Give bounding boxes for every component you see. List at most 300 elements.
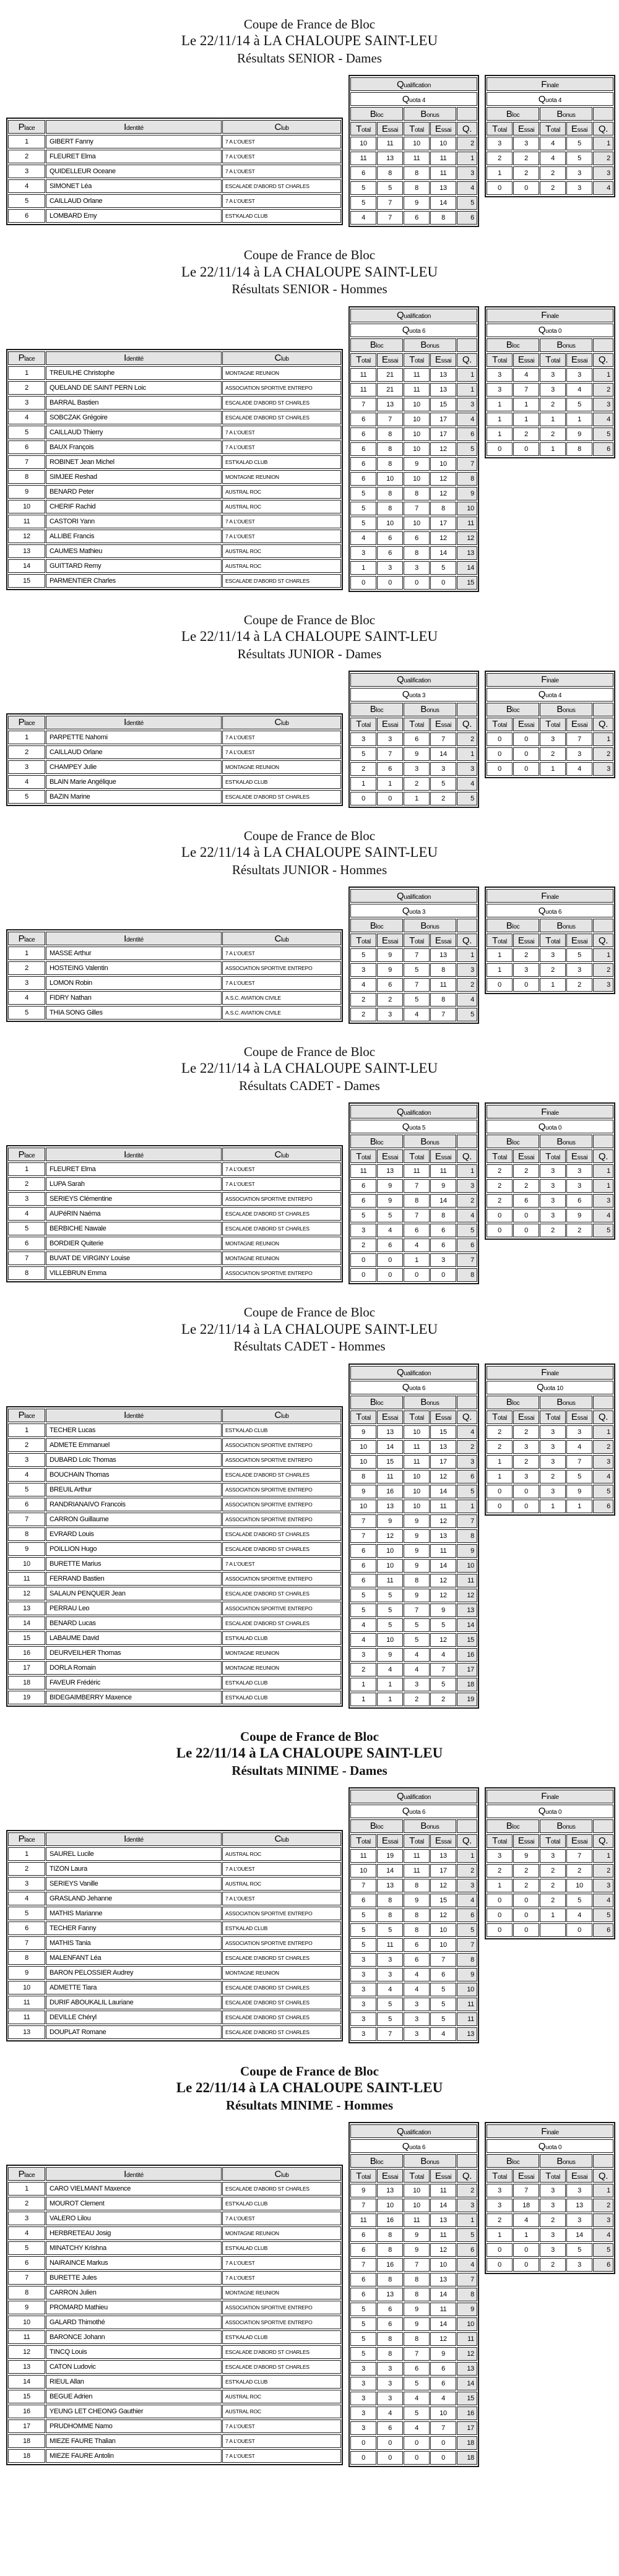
score-cell: 0 [487, 747, 513, 761]
qualification-row [350, 1455, 477, 1469]
score-cell: 16 [377, 2258, 403, 2272]
score-cell: 8 [377, 2273, 403, 2286]
score-cell: 1 [377, 1678, 403, 1691]
score-cell: 2 [513, 1455, 539, 1469]
club-cell: ASSOCIATION SPORTIVE ENTREPO [222, 1936, 341, 1950]
qualified-rank-cell: 12 [457, 1589, 477, 1602]
table-row [8, 2286, 341, 2299]
qualification-quota-row [350, 1120, 477, 1133]
score-cell: 1 [350, 561, 376, 575]
place-cell: 4 [8, 991, 45, 1005]
bloc-essai-header: Essai [377, 1410, 403, 1424]
qualified-rank-cell: 4 [457, 1425, 477, 1439]
rank-header: Q. [593, 1834, 613, 1848]
qualification-row [350, 777, 477, 791]
bloc-essai-header: Essai [513, 1834, 539, 1848]
finale-quota: Quota 0 [487, 2139, 613, 2153]
bonus-essai-header: Essai [430, 353, 456, 367]
qualified-rank-cell: 11 [457, 1574, 477, 1587]
identity-cell: BURETTE Jules [46, 2271, 222, 2285]
qualification-quota-row [350, 1805, 477, 1818]
place-cell: 5 [8, 2241, 45, 2255]
bloc-header: Bloc [350, 107, 403, 121]
tables-row [0, 1779, 619, 2047]
club-cell: ASSOCIATION SPORTIVE ENTREPO [222, 1192, 341, 1206]
qualified-rank-cell: 3 [457, 963, 477, 977]
table-row [8, 1438, 341, 1452]
identity-cell: GRASLAND Jehanne [46, 1892, 222, 1905]
bonus-header: Bonus [404, 1396, 456, 1409]
club-cell: 7 A L'OUEST [222, 745, 341, 759]
bonus-essai-header: Essai [430, 1149, 456, 1163]
score-cell: 11 [377, 137, 403, 150]
table-row [8, 1483, 341, 1496]
place-cell: 7 [8, 1513, 45, 1526]
event-date-location: Le 22/11/14 à LA CHALOUPE SAINT-LEU [181, 33, 438, 49]
score-cell: 8 [404, 2332, 430, 2346]
qualification-row [350, 1179, 477, 1193]
score-cell: 2 [540, 427, 566, 441]
table-row [8, 150, 341, 163]
qualified-rank-cell: 5 [457, 442, 477, 456]
score-cell: 3 [487, 2184, 513, 2197]
finale-quota-row [487, 2139, 613, 2153]
score-cell: 6 [566, 1194, 592, 1208]
place-cell: 12 [8, 530, 45, 543]
empty-header-cell [457, 107, 477, 121]
score-cell: 11 [430, 2228, 456, 2242]
score-cell: 5 [404, 2406, 430, 2420]
score-cell: 0 [487, 732, 513, 746]
qualification-row [350, 978, 477, 992]
qualification-quota-row [350, 324, 477, 337]
qualification-table [348, 75, 479, 227]
rank-header: Q. [593, 353, 613, 367]
score-cell: 5 [350, 1209, 376, 1222]
bloc-bonus-row [350, 2154, 477, 2168]
score-cell: 0 [404, 2436, 430, 2450]
club-cell: MONTAGNE REUNION [222, 2286, 341, 2299]
score-cell: 2 [350, 762, 376, 776]
score-cell: 15 [430, 1425, 456, 1439]
results-section [0, 2047, 619, 2471]
identity-cell: ROBINET Jean Michel [46, 455, 222, 469]
club-cell: EST'KALAD CLUB [222, 2375, 341, 2389]
score-cell: 14 [430, 1485, 456, 1498]
club-cell: ESCALADE D'ABORD ST CHARLES [222, 1981, 341, 1994]
bonus-essai-header: Essai [430, 718, 456, 731]
score-cell: 2 [513, 1879, 539, 1892]
score-cell: 10 [404, 2184, 430, 2197]
score-cell: 4 [566, 383, 592, 397]
score-cell: 0 [513, 762, 539, 776]
table-row [8, 209, 341, 223]
place-header: Place [8, 1409, 45, 1422]
score-cell: 5 [350, 517, 376, 530]
score-cell: 3 [377, 561, 403, 575]
score-cell: 4 [430, 1648, 456, 1662]
qualified-rank-cell: 5 [457, 2228, 477, 2242]
score-cell: 1 [487, 166, 513, 180]
results-section [0, 812, 619, 1028]
qualification-row [350, 1500, 477, 1513]
score-cell: 1 [487, 413, 513, 426]
bloc-bonus-row [350, 1396, 477, 1409]
table-row [8, 411, 341, 424]
score-cell: 9 [404, 196, 430, 210]
score-cell: 10 [430, 137, 456, 150]
club-cell: ASSOCIATION SPORTIVE ENTREPO [222, 1572, 341, 1586]
qualification-row [350, 1604, 477, 1617]
score-cell: 11 [404, 152, 430, 165]
table-row [8, 1892, 341, 1905]
finale-row [487, 181, 613, 195]
table-row [8, 2011, 341, 2024]
score-cell: 10 [404, 442, 430, 456]
score-cell: 3 [350, 2392, 376, 2405]
qualification-row [350, 152, 477, 165]
score-cell: 5 [377, 2012, 403, 2026]
identity-cell: BARON PELOSSIER Audrey [46, 1966, 222, 1980]
score-cell: 10 [404, 413, 430, 426]
score-cell: 21 [377, 383, 403, 397]
club-cell: EST'KALAD CLUB [222, 1921, 341, 1935]
score-cell: 3 [566, 963, 592, 977]
place-cell: 15 [8, 2390, 45, 2403]
place-cell: 5 [8, 1222, 45, 1235]
place-cell: 3 [8, 2212, 45, 2225]
place-cell: 12 [8, 1587, 45, 1600]
identity-cell: DORLA Romain [46, 1661, 222, 1675]
score-cell: 5 [430, 1983, 456, 1996]
bonus-essai-header: Essai [566, 934, 592, 947]
place-cell: 11 [8, 1572, 45, 1586]
score-cell: 6 [350, 2288, 376, 2301]
score-cell: 11 [430, 978, 456, 992]
score-cell: 8 [377, 427, 403, 441]
club-header: Club [222, 1409, 341, 1422]
identity-cell: CATON Ludovic [46, 2360, 222, 2374]
score-cell: 9 [430, 1179, 456, 1193]
score-cell: 5 [350, 1604, 376, 1617]
table-row [8, 1951, 341, 1965]
bonus-header: Bonus [540, 2154, 592, 2168]
qualification-band-row [350, 309, 477, 322]
table-row [8, 1661, 341, 1675]
qualification-table [348, 1363, 479, 1709]
qualification-row [350, 1908, 477, 1922]
qualification-row [350, 2377, 477, 2390]
qualified-rank-cell: 4 [457, 1894, 477, 1907]
club-cell: 7 A L'OUEST [222, 515, 341, 528]
table-row [8, 775, 341, 789]
qualified-rank-cell: 16 [457, 1648, 477, 1662]
score-cell: 8 [377, 2332, 403, 2346]
score-cell: 8 [404, 1879, 430, 1892]
qualified-rank-cell: 6 [457, 2243, 477, 2257]
qualification-band-row [350, 673, 477, 687]
competitors-header-row [8, 932, 341, 945]
bonus-total-header: Total [404, 1410, 430, 1424]
score-cell: 10 [377, 472, 403, 486]
bloc-bonus-row [350, 338, 477, 352]
event-title: Coupe de France de Bloc [243, 1044, 376, 1059]
table-row [8, 559, 341, 573]
event-date-location: Le 22/11/14 à LA CHALOUPE SAINT-LEU [181, 844, 438, 860]
bonus-total-header: Total [540, 1149, 566, 1163]
identity-cell: TREUILHE Christophe [46, 366, 222, 380]
club-cell: 7 A L'OUEST [222, 1862, 341, 1876]
qualification-row [350, 2347, 477, 2361]
club-cell: MONTAGNE REUNION [222, 470, 341, 484]
table-row [8, 1981, 341, 1994]
bonus-essai-header: Essai [430, 2169, 456, 2183]
score-cell: 9 [404, 1589, 430, 1602]
bonus-total-header: Total [540, 353, 566, 367]
place-cell: 1 [8, 2182, 45, 2196]
finale-rank-cell: 2 [593, 383, 613, 397]
table-row [8, 2256, 341, 2270]
score-cell: 11 [377, 1574, 403, 1587]
score-cell: 0 [513, 747, 539, 761]
table-row [8, 1162, 341, 1176]
finale-rank-cell: 1 [593, 137, 613, 150]
qualification-row [350, 2213, 477, 2227]
score-cell: 17 [430, 413, 456, 426]
score-cell: 0 [487, 762, 513, 776]
place-cell: 15 [8, 574, 45, 588]
score-cell: 8 [377, 487, 403, 500]
finale-rank-cell: 4 [593, 1470, 613, 1483]
score-cell: 2 [513, 1179, 539, 1193]
place-cell: 5 [8, 790, 45, 804]
score-cell: 5 [566, 398, 592, 411]
finale-rank-cell: 2 [593, 747, 613, 761]
qualification-quota: Quota 6 [350, 2139, 477, 2153]
score-cell: 2 [350, 1239, 376, 1252]
qualified-rank-cell: 11 [457, 2332, 477, 2346]
score-cell: 14 [430, 747, 456, 761]
finale-table [485, 75, 615, 197]
score-cell: 5 [377, 1589, 403, 1602]
table-row [8, 1237, 341, 1250]
qualified-rank-cell: 16 [457, 2406, 477, 2420]
score-cell: 0 [377, 792, 403, 805]
club-cell: ESCALADE D'ABORD ST CHARLES [222, 1616, 341, 1630]
event-date-location: Le 22/11/14 à LA CHALOUPE SAINT-LEU [176, 2080, 443, 2095]
place-cell: 1 [8, 135, 45, 148]
table-row [8, 2345, 341, 2359]
bloc-essai-header: Essai [377, 2169, 403, 2183]
score-cell: 10 [377, 1559, 403, 1573]
score-cell: 3 [566, 2213, 592, 2227]
score-columns-row [487, 1410, 613, 1424]
club-cell: MONTAGNE REUNION [222, 1252, 341, 1265]
identity-cell: CAILLAUD Orlane [46, 745, 222, 759]
place-cell: 10 [8, 1557, 45, 1571]
qualified-rank-cell: 6 [457, 1470, 477, 1483]
score-cell: 12 [377, 1529, 403, 1543]
table-row [8, 194, 341, 208]
score-cell: 10 [404, 398, 430, 411]
score-cell: 6 [350, 1894, 376, 1907]
qualified-rank-cell: 2 [457, 1440, 477, 1454]
table-row [8, 544, 341, 558]
section-titles [0, 247, 619, 297]
identity-cell: DOUPLAT Romane [46, 2025, 222, 2039]
place-cell: 5 [8, 1006, 45, 1020]
score-cell: 7 [377, 413, 403, 426]
place-cell: 8 [8, 470, 45, 484]
place-cell: 4 [8, 1468, 45, 1482]
score-cell: 6 [350, 1179, 376, 1193]
qualification-header: Qualification [350, 77, 477, 91]
place-cell: 2 [8, 1177, 45, 1191]
qualification-table [348, 887, 479, 1024]
identity-cell: BURETTE Marius [46, 1557, 222, 1571]
place-cell: 13 [8, 1602, 45, 1615]
table-row [8, 2316, 341, 2329]
score-cell: 10 [404, 517, 430, 530]
place-cell: 18 [8, 2434, 45, 2448]
bonus-essai-header: Essai [430, 1834, 456, 1848]
score-cell: 0 [350, 792, 376, 805]
finale-row [487, 2184, 613, 2197]
qualification-header: Qualification [350, 2124, 477, 2138]
section-titles [0, 16, 619, 66]
bloc-total-header: Total [487, 122, 513, 135]
score-cell: 2 [540, 963, 566, 977]
score-cell: 19 [377, 1849, 403, 1863]
finale-rank-cell: 2 [593, 963, 613, 977]
score-cell [540, 1923, 566, 1937]
score-cell: 6 [350, 2273, 376, 2286]
competitors-header-row [8, 1148, 341, 1161]
score-cell: 1 [487, 398, 513, 411]
finale-row [487, 2199, 613, 2212]
bonus-total-header: Total [540, 122, 566, 135]
place-cell: 8 [8, 1527, 45, 1541]
score-cell: 12 [430, 1589, 456, 1602]
finale-header: Finale [487, 889, 613, 903]
table-row [8, 440, 341, 454]
score-columns-row [487, 934, 613, 947]
table-row [8, 1527, 341, 1541]
qualification-row [350, 561, 477, 575]
finale-rank-cell: 1 [593, 2184, 613, 2197]
qualified-rank-cell: 3 [457, 762, 477, 776]
identity-cell: BAZIN Marine [46, 790, 222, 804]
qualification-row [350, 1470, 477, 1483]
score-cell: 7 [430, 1663, 456, 1677]
score-cell: 7 [350, 1529, 376, 1543]
score-cell: 8 [566, 442, 592, 456]
score-columns-row [350, 122, 477, 135]
score-cell: 1 [540, 1500, 566, 1513]
bonus-total-header: Total [404, 718, 430, 731]
identity-cell: MOUROT Clement [46, 2197, 222, 2210]
score-cell: 6 [430, 1968, 456, 1981]
place-cell: 7 [8, 1252, 45, 1265]
finale-row [487, 1485, 613, 1498]
table-row [8, 760, 341, 774]
score-cell: 15 [430, 398, 456, 411]
bonus-header: Bonus [540, 919, 592, 932]
identity-cell: CHERIF Rachid [46, 500, 222, 513]
table-row [8, 2375, 341, 2389]
tables-row [0, 1094, 619, 1288]
score-cell: 2 [350, 1008, 376, 1021]
score-cell: 3 [404, 1678, 430, 1691]
qualification-row [350, 2228, 477, 2242]
tables-row [0, 2113, 619, 2471]
qualification-row [350, 1239, 477, 1252]
score-columns-row [350, 353, 477, 367]
qualification-row [350, 2392, 477, 2405]
qualification-band-row [350, 1105, 477, 1118]
club-cell: A.S.C. AVIATION CIVILE [222, 991, 341, 1005]
score-cell: 2 [350, 1663, 376, 1677]
identity-cell: BREUIL Arthur [46, 1483, 222, 1496]
bloc-bonus-row [350, 703, 477, 716]
table-row [8, 1423, 341, 1437]
finale-rank-cell: 1 [593, 948, 613, 962]
table-row [8, 790, 341, 804]
score-cell: 13 [430, 383, 456, 397]
identity-cell: FLEURET Elma [46, 150, 222, 163]
identity-cell: RANDRIANAIVO Francois [46, 1498, 222, 1511]
finale-quota: Quota 4 [487, 92, 613, 106]
category-title: Résultats JUNIOR - Dames [237, 646, 382, 661]
score-cell: 14 [377, 1864, 403, 1878]
score-cell: 12 [430, 442, 456, 456]
score-cell: 6 [350, 413, 376, 426]
table-row [8, 1207, 341, 1221]
section-titles [0, 828, 619, 878]
bloc-total-header: Total [350, 718, 376, 731]
bloc-total-header: Total [487, 1149, 513, 1163]
place-cell: 7 [8, 455, 45, 469]
score-cell: 8 [404, 1908, 430, 1922]
qualification-band-row [350, 2124, 477, 2138]
place-cell: 8 [8, 1266, 45, 1280]
score-cell: 1 [350, 777, 376, 791]
score-cell: 5 [404, 1633, 430, 1647]
rank-header: Q. [457, 934, 477, 947]
score-cell: 1 [404, 792, 430, 805]
score-cell: 8 [404, 1194, 430, 1208]
finale-header: Finale [487, 309, 613, 322]
score-cell: 10 [404, 1470, 430, 1483]
score-cell: 3 [350, 2406, 376, 2420]
qualification-row [350, 502, 477, 515]
club-cell: ASSOCIATION SPORTIVE ENTREPO [222, 381, 341, 395]
finale-rank-cell: 1 [593, 1179, 613, 1193]
score-cell: 7 [404, 1179, 430, 1193]
identity-cell: CHAMPEY Julie [46, 760, 222, 774]
empty-header-cell [457, 1135, 477, 1148]
score-cell: 8 [377, 457, 403, 471]
score-cell: 8 [377, 2347, 403, 2361]
score-cell: 3 [350, 2027, 376, 2041]
identity-cell: PERRAU Leo [46, 1602, 222, 1615]
score-cell: 0 [513, 1209, 539, 1222]
club-cell: AUSTRAL ROC [222, 1877, 341, 1891]
qualification-band-row [350, 77, 477, 91]
score-cell: 3 [540, 1485, 566, 1498]
score-cell: 9 [404, 2317, 430, 2331]
qualified-rank-cell: 18 [457, 2451, 477, 2465]
